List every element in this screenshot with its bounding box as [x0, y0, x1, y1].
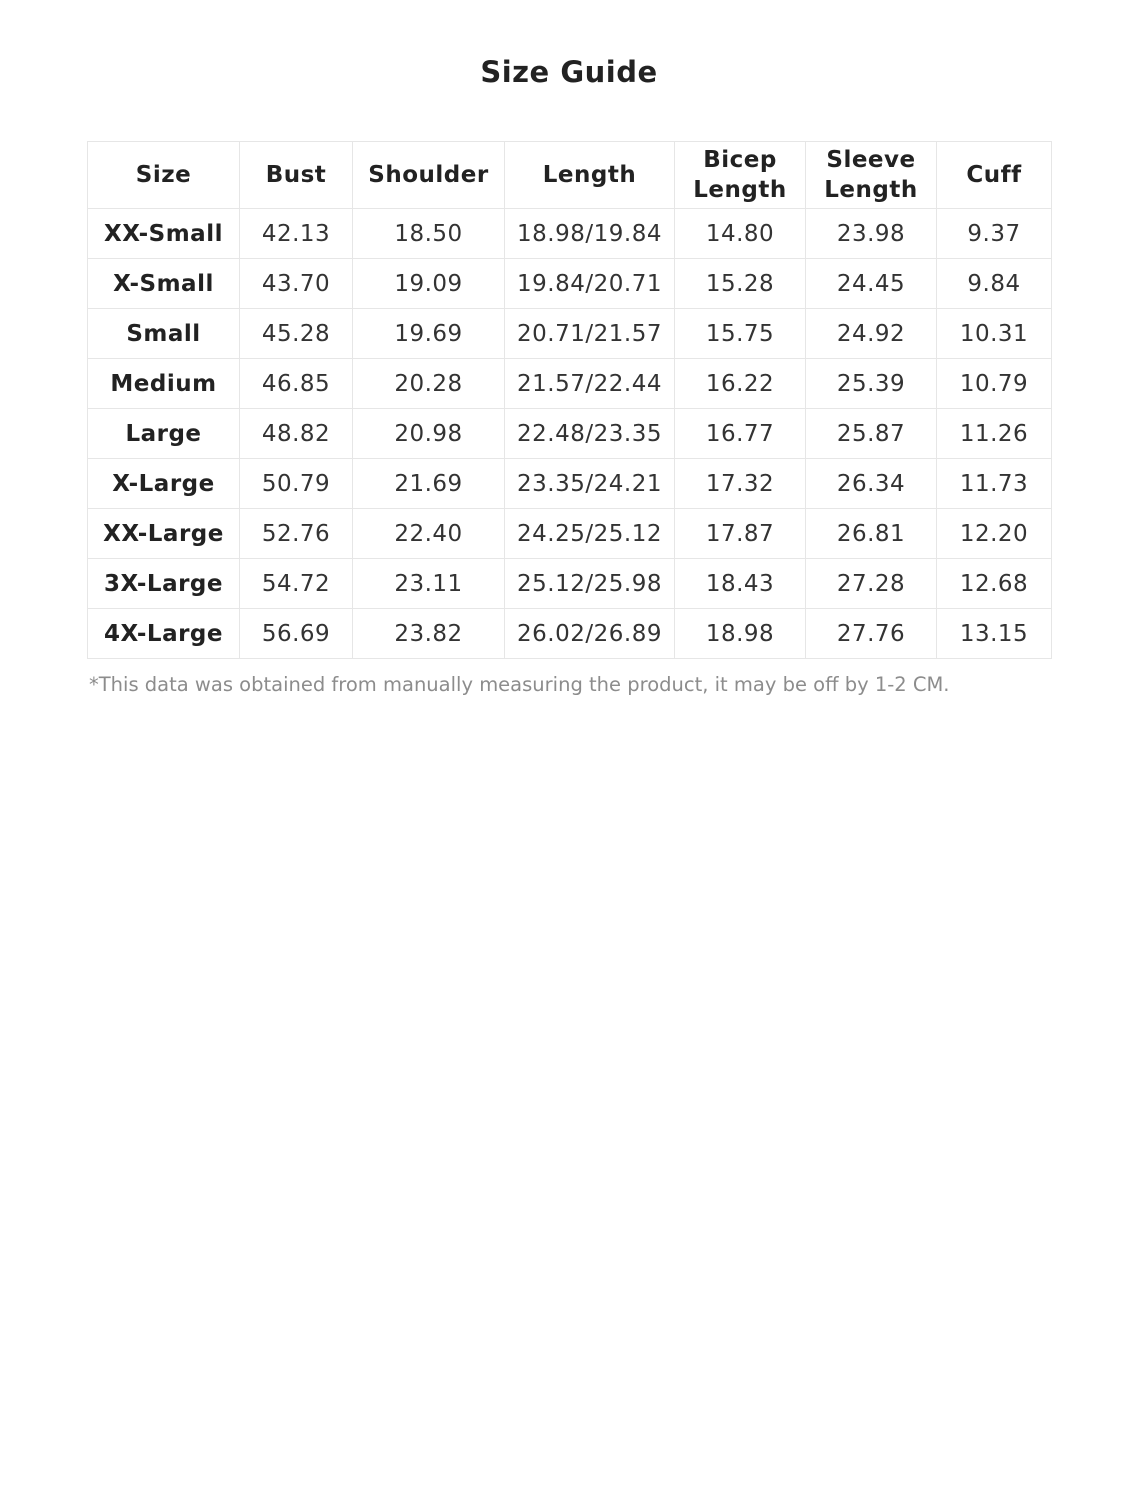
bicep-length-cell: 15.28: [675, 259, 806, 309]
table-row: [88, 609, 1052, 659]
table-header-row: [88, 142, 1052, 209]
cuff-cell: 12.68: [937, 559, 1052, 609]
sleeve-length-cell: 25.87: [806, 409, 937, 459]
size-cell: Small: [88, 309, 240, 359]
size-cell: 3X-Large: [88, 559, 240, 609]
shoulder-cell: 19.69: [353, 309, 505, 359]
size-cell: XX-Large: [88, 509, 240, 559]
cuff-cell: 9.37: [937, 209, 1052, 259]
shoulder-cell: 23.11: [353, 559, 505, 609]
measurement-disclaimer: *This data was obtained from manually measuring the product, it may be off by 1-2 CM.: [89, 673, 950, 696]
cuff-cell: 10.79: [937, 359, 1052, 409]
bust-cell: 42.13: [240, 209, 353, 259]
sleeve-length-cell: 26.34: [806, 459, 937, 509]
cuff-cell: 11.26: [937, 409, 1052, 459]
cuff-cell: 10.31: [937, 309, 1052, 359]
page-title: Size Guide: [480, 55, 658, 89]
column-header-length: Length: [505, 142, 675, 209]
table-row: [88, 309, 1052, 359]
size-cell: Medium: [88, 359, 240, 409]
length-cell: 26.02/26.89: [505, 609, 675, 659]
bicep-length-cell: 18.43: [675, 559, 806, 609]
bicep-length-cell: 16.22: [675, 359, 806, 409]
length-cell: 18.98/19.84: [505, 209, 675, 259]
length-cell: 23.35/24.21: [505, 459, 675, 509]
sleeve-length-cell: 24.92: [806, 309, 937, 359]
sleeve-length-cell: 27.76: [806, 609, 937, 659]
size-cell: X-Large: [88, 459, 240, 509]
cuff-cell: 13.15: [937, 609, 1052, 659]
bust-cell: 48.82: [240, 409, 353, 459]
table-row: [88, 509, 1052, 559]
bicep-length-cell: 15.75: [675, 309, 806, 359]
table-row: [88, 409, 1052, 459]
cuff-cell: 9.84: [937, 259, 1052, 309]
bicep-length-cell: 18.98: [675, 609, 806, 659]
table-row: [88, 359, 1052, 409]
sleeve-length-cell: 27.28: [806, 559, 937, 609]
column-header-cuff: Cuff: [937, 142, 1052, 209]
bust-cell: 52.76: [240, 509, 353, 559]
table-row: [88, 209, 1052, 259]
table-row: [88, 459, 1052, 509]
bust-cell: 54.72: [240, 559, 353, 609]
column-header-bicep-length: Bicep Length: [675, 142, 806, 209]
size-table: [87, 141, 1052, 659]
column-header-sleeve-length: Sleeve Length: [806, 142, 937, 209]
column-header-size: Size: [88, 142, 240, 209]
bust-cell: 43.70: [240, 259, 353, 309]
bust-cell: 45.28: [240, 309, 353, 359]
shoulder-cell: 18.50: [353, 209, 505, 259]
size-cell: 4X-Large: [88, 609, 240, 659]
size-cell: Large: [88, 409, 240, 459]
shoulder-cell: 19.09: [353, 259, 505, 309]
bicep-length-cell: 17.87: [675, 509, 806, 559]
table-row: [88, 259, 1052, 309]
shoulder-cell: 23.82: [353, 609, 505, 659]
column-header-bust: Bust: [240, 142, 353, 209]
column-header-shoulder: Shoulder: [353, 142, 505, 209]
bicep-length-cell: 16.77: [675, 409, 806, 459]
bust-cell: 56.69: [240, 609, 353, 659]
cuff-cell: 11.73: [937, 459, 1052, 509]
size-cell: XX-Small: [88, 209, 240, 259]
length-cell: 20.71/21.57: [505, 309, 675, 359]
bust-cell: 46.85: [240, 359, 353, 409]
sleeve-length-cell: 23.98: [806, 209, 937, 259]
sleeve-length-cell: 25.39: [806, 359, 937, 409]
length-cell: 22.48/23.35: [505, 409, 675, 459]
shoulder-cell: 20.28: [353, 359, 505, 409]
sleeve-length-cell: 26.81: [806, 509, 937, 559]
shoulder-cell: 22.40: [353, 509, 505, 559]
table-row: [88, 559, 1052, 609]
shoulder-cell: 20.98: [353, 409, 505, 459]
sleeve-length-cell: 24.45: [806, 259, 937, 309]
length-cell: 25.12/25.98: [505, 559, 675, 609]
cuff-cell: 12.20: [937, 509, 1052, 559]
size-cell: X-Small: [88, 259, 240, 309]
length-cell: 19.84/20.71: [505, 259, 675, 309]
length-cell: 24.25/25.12: [505, 509, 675, 559]
bicep-length-cell: 17.32: [675, 459, 806, 509]
bicep-length-cell: 14.80: [675, 209, 806, 259]
length-cell: 21.57/22.44: [505, 359, 675, 409]
shoulder-cell: 21.69: [353, 459, 505, 509]
bust-cell: 50.79: [240, 459, 353, 509]
